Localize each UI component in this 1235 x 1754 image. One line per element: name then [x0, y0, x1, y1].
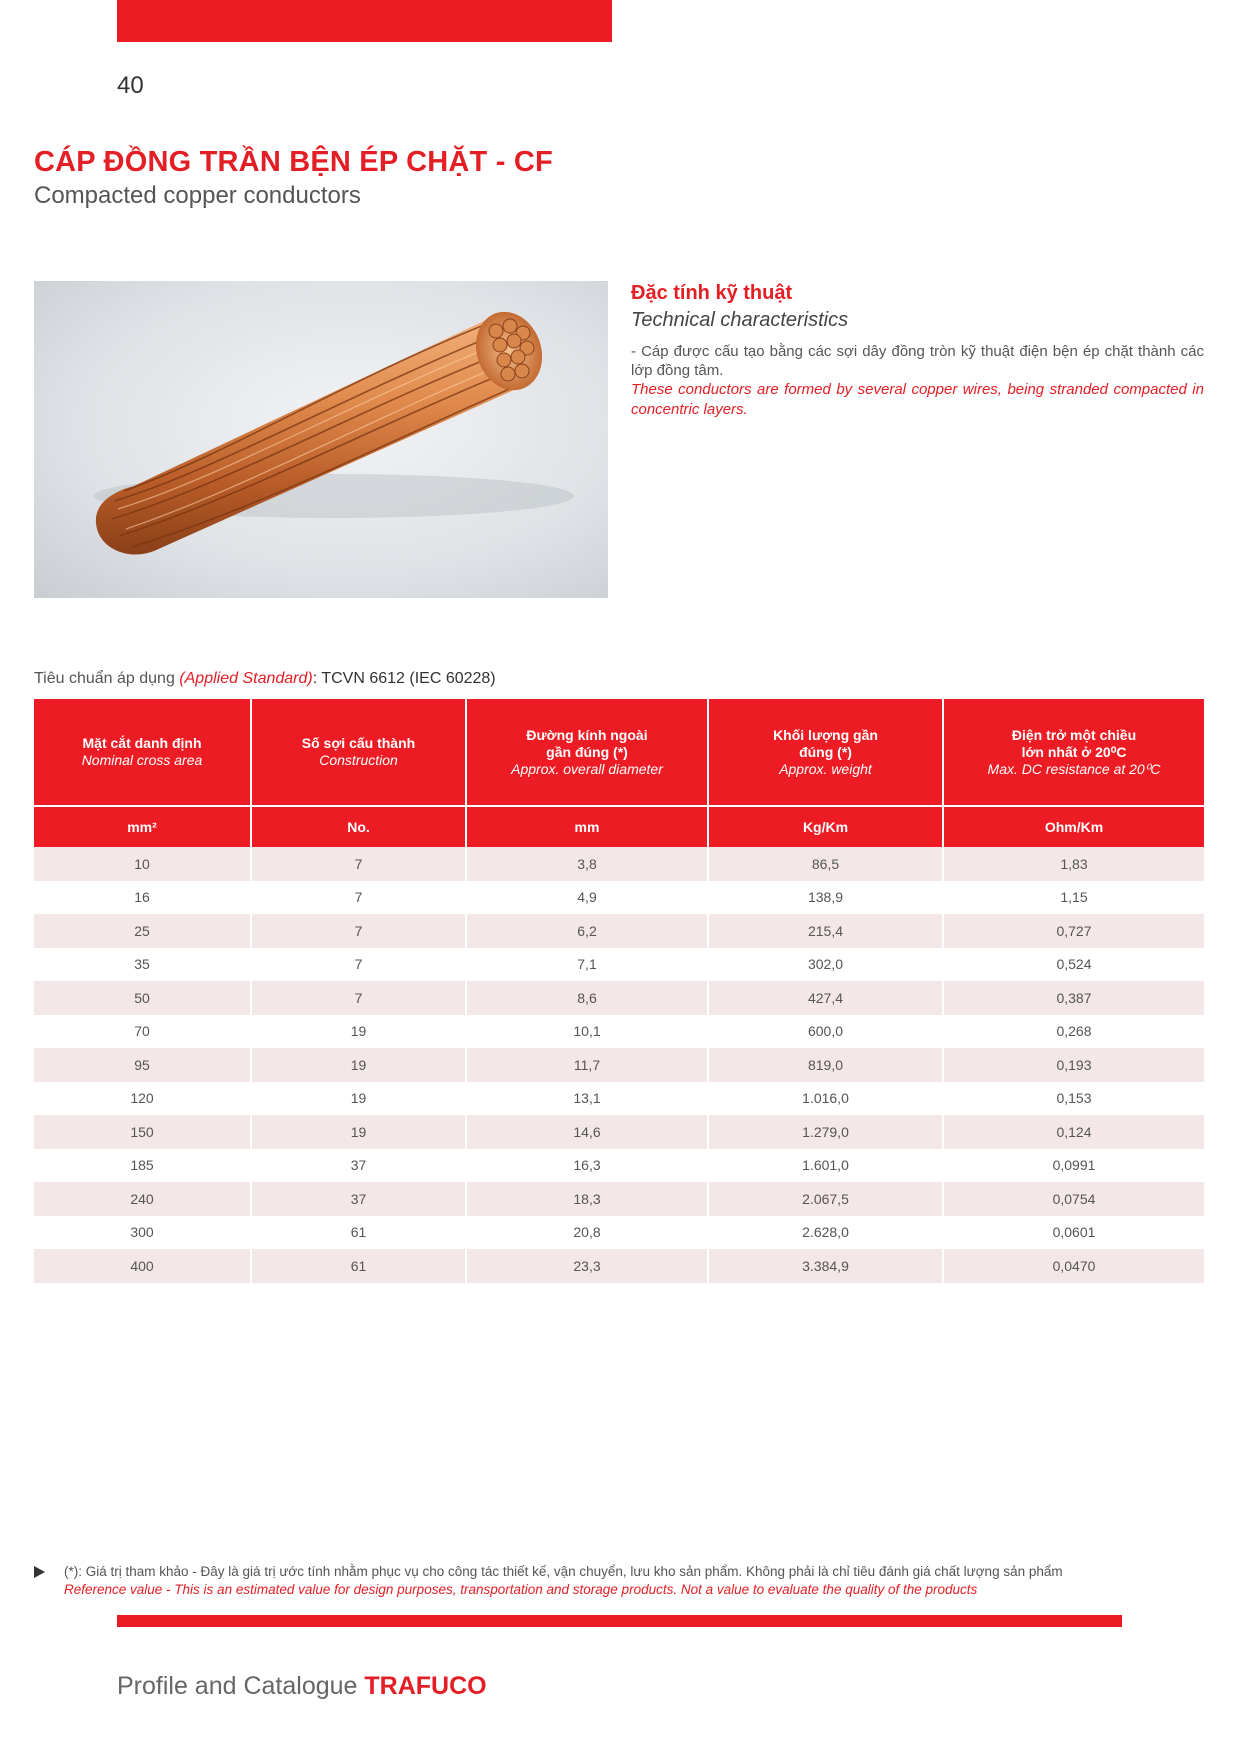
- table-cell: 138,9: [708, 881, 943, 915]
- table-cell: 0,0991: [943, 1149, 1204, 1183]
- table-cell: 10,1: [466, 1015, 708, 1049]
- copper-conductor-illustration: [34, 281, 608, 598]
- table-row: [34, 1182, 1204, 1216]
- table-cell: 0,0754: [943, 1182, 1204, 1216]
- table-cell: 8,6: [466, 981, 708, 1015]
- column-header: [708, 699, 943, 806]
- table-cell: 37: [251, 1149, 466, 1183]
- table-cell: 7,1: [466, 948, 708, 982]
- table-cell: 3,8: [466, 847, 708, 881]
- table-row: [34, 1249, 1204, 1283]
- column-header-vi: Điện trở một chiều lớn nhất ở 20⁰C: [1011, 726, 1137, 760]
- table-cell: 0,268: [943, 1015, 1204, 1049]
- column-header-en: Max. DC resistance at 20⁰C: [987, 760, 1161, 777]
- column-header: [251, 699, 466, 806]
- table-cell: 427,4: [708, 981, 943, 1015]
- table-cell: 215,4: [708, 914, 943, 948]
- table-row: [34, 1216, 1204, 1250]
- table-body: [34, 847, 1204, 1283]
- table-row: [34, 1048, 1204, 1082]
- table-cell: 95: [34, 1048, 251, 1082]
- footnote-vi: (*): Giá trị tham khảo - Đây là giá trị ước tính nhằm phục vụ cho công tác thiết kế, vận chuyển, lưu kho sản phẩm. Không phải là chỉ tiêu đánh giá chất lượng sản phẩm: [64, 1564, 1063, 1579]
- unit-header: No.: [251, 806, 466, 847]
- table-cell: 0,193: [943, 1048, 1204, 1082]
- table-cell: 11,7: [466, 1048, 708, 1082]
- standard-value: TCVN 6612 (IEC 60228): [321, 670, 496, 687]
- table-cell: 50: [34, 981, 251, 1015]
- table-cell: 1.601,0: [708, 1149, 943, 1183]
- table-cell: 4,9: [466, 881, 708, 915]
- table-row: [34, 1115, 1204, 1149]
- table-cell: 70: [34, 1015, 251, 1049]
- column-header-vi: Khối lượng gần đúng (*): [773, 726, 878, 760]
- unit-header: mm²: [34, 806, 251, 847]
- footer-brand: TRAFUCO: [364, 1672, 487, 1700]
- table-cell: 300: [34, 1216, 251, 1250]
- footer: [117, 1672, 487, 1701]
- play-arrow-icon: [34, 1566, 45, 1578]
- table-cell: 0,0470: [943, 1249, 1204, 1283]
- table-row: [34, 914, 1204, 948]
- table-cell: 7: [251, 948, 466, 982]
- table-cell: 14,6: [466, 1115, 708, 1149]
- table-cell: 0,387: [943, 981, 1204, 1015]
- table-cell: 7: [251, 981, 466, 1015]
- table-cell: 18,3: [466, 1182, 708, 1216]
- table-cell: 7: [251, 881, 466, 915]
- table-cell: 7: [251, 847, 466, 881]
- column-header-en: Approx. overall diameter: [511, 760, 663, 777]
- table-cell: 1,15: [943, 881, 1204, 915]
- table-cell: 61: [251, 1216, 466, 1250]
- standard-label-en: (Applied Standard): [179, 670, 313, 687]
- table-row: [34, 1082, 1204, 1116]
- table-cell: 16: [34, 881, 251, 915]
- column-header-vi: Đường kính ngoài gần đúng (*): [526, 726, 648, 760]
- table-cell: 35: [34, 948, 251, 982]
- column-header: [34, 699, 251, 806]
- column-header: [466, 699, 708, 806]
- table-cell: 600,0: [708, 1015, 943, 1049]
- page-subtitle: Compacted copper conductors: [34, 182, 361, 209]
- table-cell: 2.628,0: [708, 1216, 943, 1250]
- table-cell: 0,153: [943, 1082, 1204, 1116]
- tech-description-en: These conductors are formed by several copper wires, being stranded compacted in concentric layers.: [631, 381, 1204, 418]
- table-cell: 150: [34, 1115, 251, 1149]
- table-cell: 10: [34, 847, 251, 881]
- column-header: [943, 699, 1204, 806]
- table-row: [34, 1015, 1204, 1049]
- specification-table: [34, 699, 1204, 1283]
- table-cell: 19: [251, 1048, 466, 1082]
- table-unit-row: [34, 806, 1204, 847]
- table-cell: 3.384,9: [708, 1249, 943, 1283]
- table-cell: 400: [34, 1249, 251, 1283]
- footnote: [34, 1563, 1174, 1599]
- column-header-vi: Số sợi cấu thành: [301, 735, 416, 751]
- table-cell: 1,83: [943, 847, 1204, 881]
- table-cell: 16,3: [466, 1149, 708, 1183]
- table-cell: 6,2: [466, 914, 708, 948]
- table-row: [34, 847, 1204, 881]
- column-header-en: Construction: [319, 752, 398, 768]
- tech-title: Đặc tính kỹ thuật: [631, 282, 793, 304]
- table-cell: 37: [251, 1182, 466, 1216]
- table-row: [34, 1149, 1204, 1183]
- column-header-vi: Mặt cắt danh định: [82, 735, 202, 751]
- table-cell: 240: [34, 1182, 251, 1216]
- table-cell: 13,1: [466, 1082, 708, 1116]
- table-cell: 819,0: [708, 1048, 943, 1082]
- table-cell: 1.279,0: [708, 1115, 943, 1149]
- footer-text: Profile and Catalogue: [117, 1672, 365, 1700]
- standard-label: Tiêu chuẩn áp dụng: [34, 670, 180, 687]
- tech-description-vi: - Cáp được cấu tạo bằng các sợi dây đồng tròn kỹ thuật điện bện ép chặt thành các lớp đồng tâm.: [631, 343, 1204, 379]
- table-cell: 23,3: [466, 1249, 708, 1283]
- unit-header: Kg/Km: [708, 806, 943, 847]
- table-cell: 0,124: [943, 1115, 1204, 1149]
- table-cell: 1.016,0: [708, 1082, 943, 1116]
- table-cell: 19: [251, 1015, 466, 1049]
- page-title: CÁP ĐỒNG TRẦN BỆN ÉP CHẶT - CF: [34, 146, 553, 178]
- standard-separator: :: [312, 670, 322, 687]
- table-cell: 19: [251, 1115, 466, 1149]
- top-accent-bar: [117, 0, 612, 42]
- applied-standard: [34, 670, 496, 688]
- table-row: [34, 948, 1204, 982]
- table-cell: 2.067,5: [708, 1182, 943, 1216]
- table-row: [34, 881, 1204, 915]
- page-number: 40: [117, 72, 144, 99]
- table-cell: 25: [34, 914, 251, 948]
- column-header-en: Nominal cross area: [81, 752, 203, 768]
- table-cell: 86,5: [708, 847, 943, 881]
- tech-subtitle: Technical characteristics: [631, 309, 849, 331]
- table-row: [34, 981, 1204, 1015]
- bottom-accent-bar: [117, 1615, 1122, 1627]
- table-cell: 0,727: [943, 914, 1204, 948]
- table-cell: 120: [34, 1082, 251, 1116]
- table-cell: 20,8: [466, 1216, 708, 1250]
- table-header-row: [34, 699, 1204, 806]
- table-cell: 61: [251, 1249, 466, 1283]
- table-cell: 0,0601: [943, 1216, 1204, 1250]
- table-cell: 7: [251, 914, 466, 948]
- copper-conductor-photo: [34, 281, 608, 598]
- table-cell: 185: [34, 1149, 251, 1183]
- table-cell: 19: [251, 1082, 466, 1116]
- table-cell: 0,524: [943, 948, 1204, 982]
- unit-header: Ohm/Km: [943, 806, 1204, 847]
- footnote-en: Reference value - This is an estimated value for design purposes, transportation and storage products. Not a value to evaluate the quality of the products: [64, 1582, 978, 1597]
- column-header-en: Approx. weight: [779, 760, 872, 777]
- unit-header: mm: [466, 806, 708, 847]
- technical-characteristics: [631, 282, 1204, 420]
- table-cell: 302,0: [708, 948, 943, 982]
